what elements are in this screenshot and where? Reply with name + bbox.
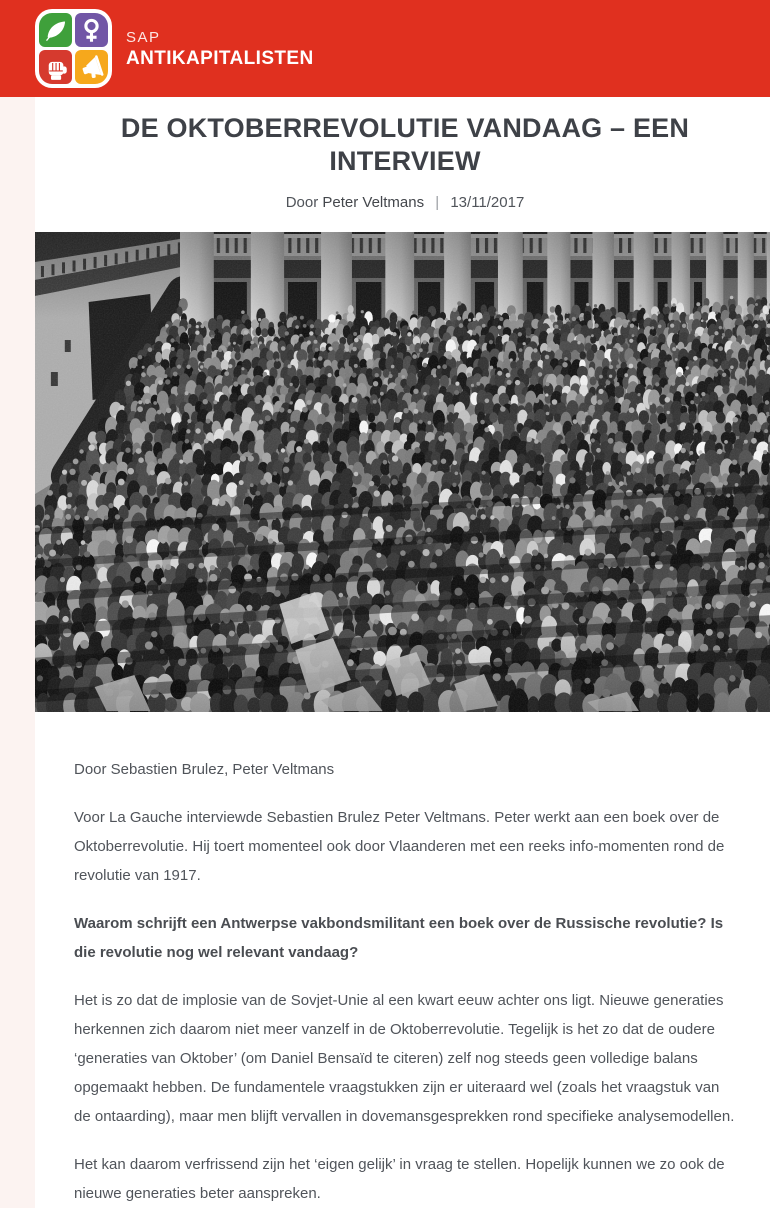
article-byline	[35, 194, 770, 211]
logo-text-antikapitalisten: ANTIKAPITALISTEN	[126, 47, 314, 70]
article	[35, 97, 770, 1208]
article-paragraph: Het kan daarom verfrissend zijn het ‘eigen gelijk’ in vraag te stellen. Hopelijk kunnen we zo ook de nieuwe generaties beter aanspreken.	[74, 1150, 736, 1208]
byline-author: Peter Veltmans	[322, 194, 424, 211]
venus-icon	[75, 13, 108, 47]
site-logo[interactable]	[35, 9, 314, 88]
leaf-icon	[39, 13, 72, 47]
site-logo-text	[126, 28, 314, 70]
sap-logo-icon	[35, 9, 112, 88]
article-title: DE OKTOBERREVOLUTIE VANDAAG – EEN INTERVIEW	[95, 97, 715, 178]
article-body	[35, 712, 770, 1208]
article-paragraph: Door Sebastien Brulez, Peter Veltmans	[74, 755, 736, 784]
site-header	[0, 0, 770, 97]
hero-image	[35, 232, 770, 712]
logo-text-sap: SAP	[126, 28, 314, 47]
fist-icon	[39, 50, 72, 84]
byline-prefix: Door	[286, 194, 319, 211]
article-paragraph: Het is zo dat de implosie van de Sovjet-Unie al een kwart eeuw achter ons ligt. Nieuwe generaties herkennen zich daarom niet meer vanzelf in de Oktoberrevolutie. Tegelijk is het zo dat de oudere ‘generaties van Oktober’ (om Daniel Bensaïd te citeren) zelf nog steeds geen volledige balans opgemaakt hebben. De fundamentele vraagstukken zijn er uiteraard wel (zoals het vraagstuk van de ontaarding), maar men blijft vervallen in dovemansgesprekken rond specifieke analysemodellen.	[74, 986, 736, 1131]
hero-photo-crowd-hall	[35, 232, 770, 712]
megaphone-icon	[75, 50, 108, 84]
article-paragraph: Waarom schrijft een Antwerpse vakbondsmilitant een boek over de Russische revolutie? Is die revolutie nog wel relevant vandaag?	[74, 909, 736, 967]
byline-date: 13/11/2017	[450, 194, 524, 211]
byline-separator: |	[435, 194, 439, 211]
article-paragraph: Voor La Gauche interviewde Sebastien Brulez Peter Veltmans. Peter werkt aan een boek over de Oktoberrevolutie. Hij toert momenteel ook door Vlaanderen met een reeks info-momenten rond de revolutie van 1917.	[74, 803, 736, 890]
